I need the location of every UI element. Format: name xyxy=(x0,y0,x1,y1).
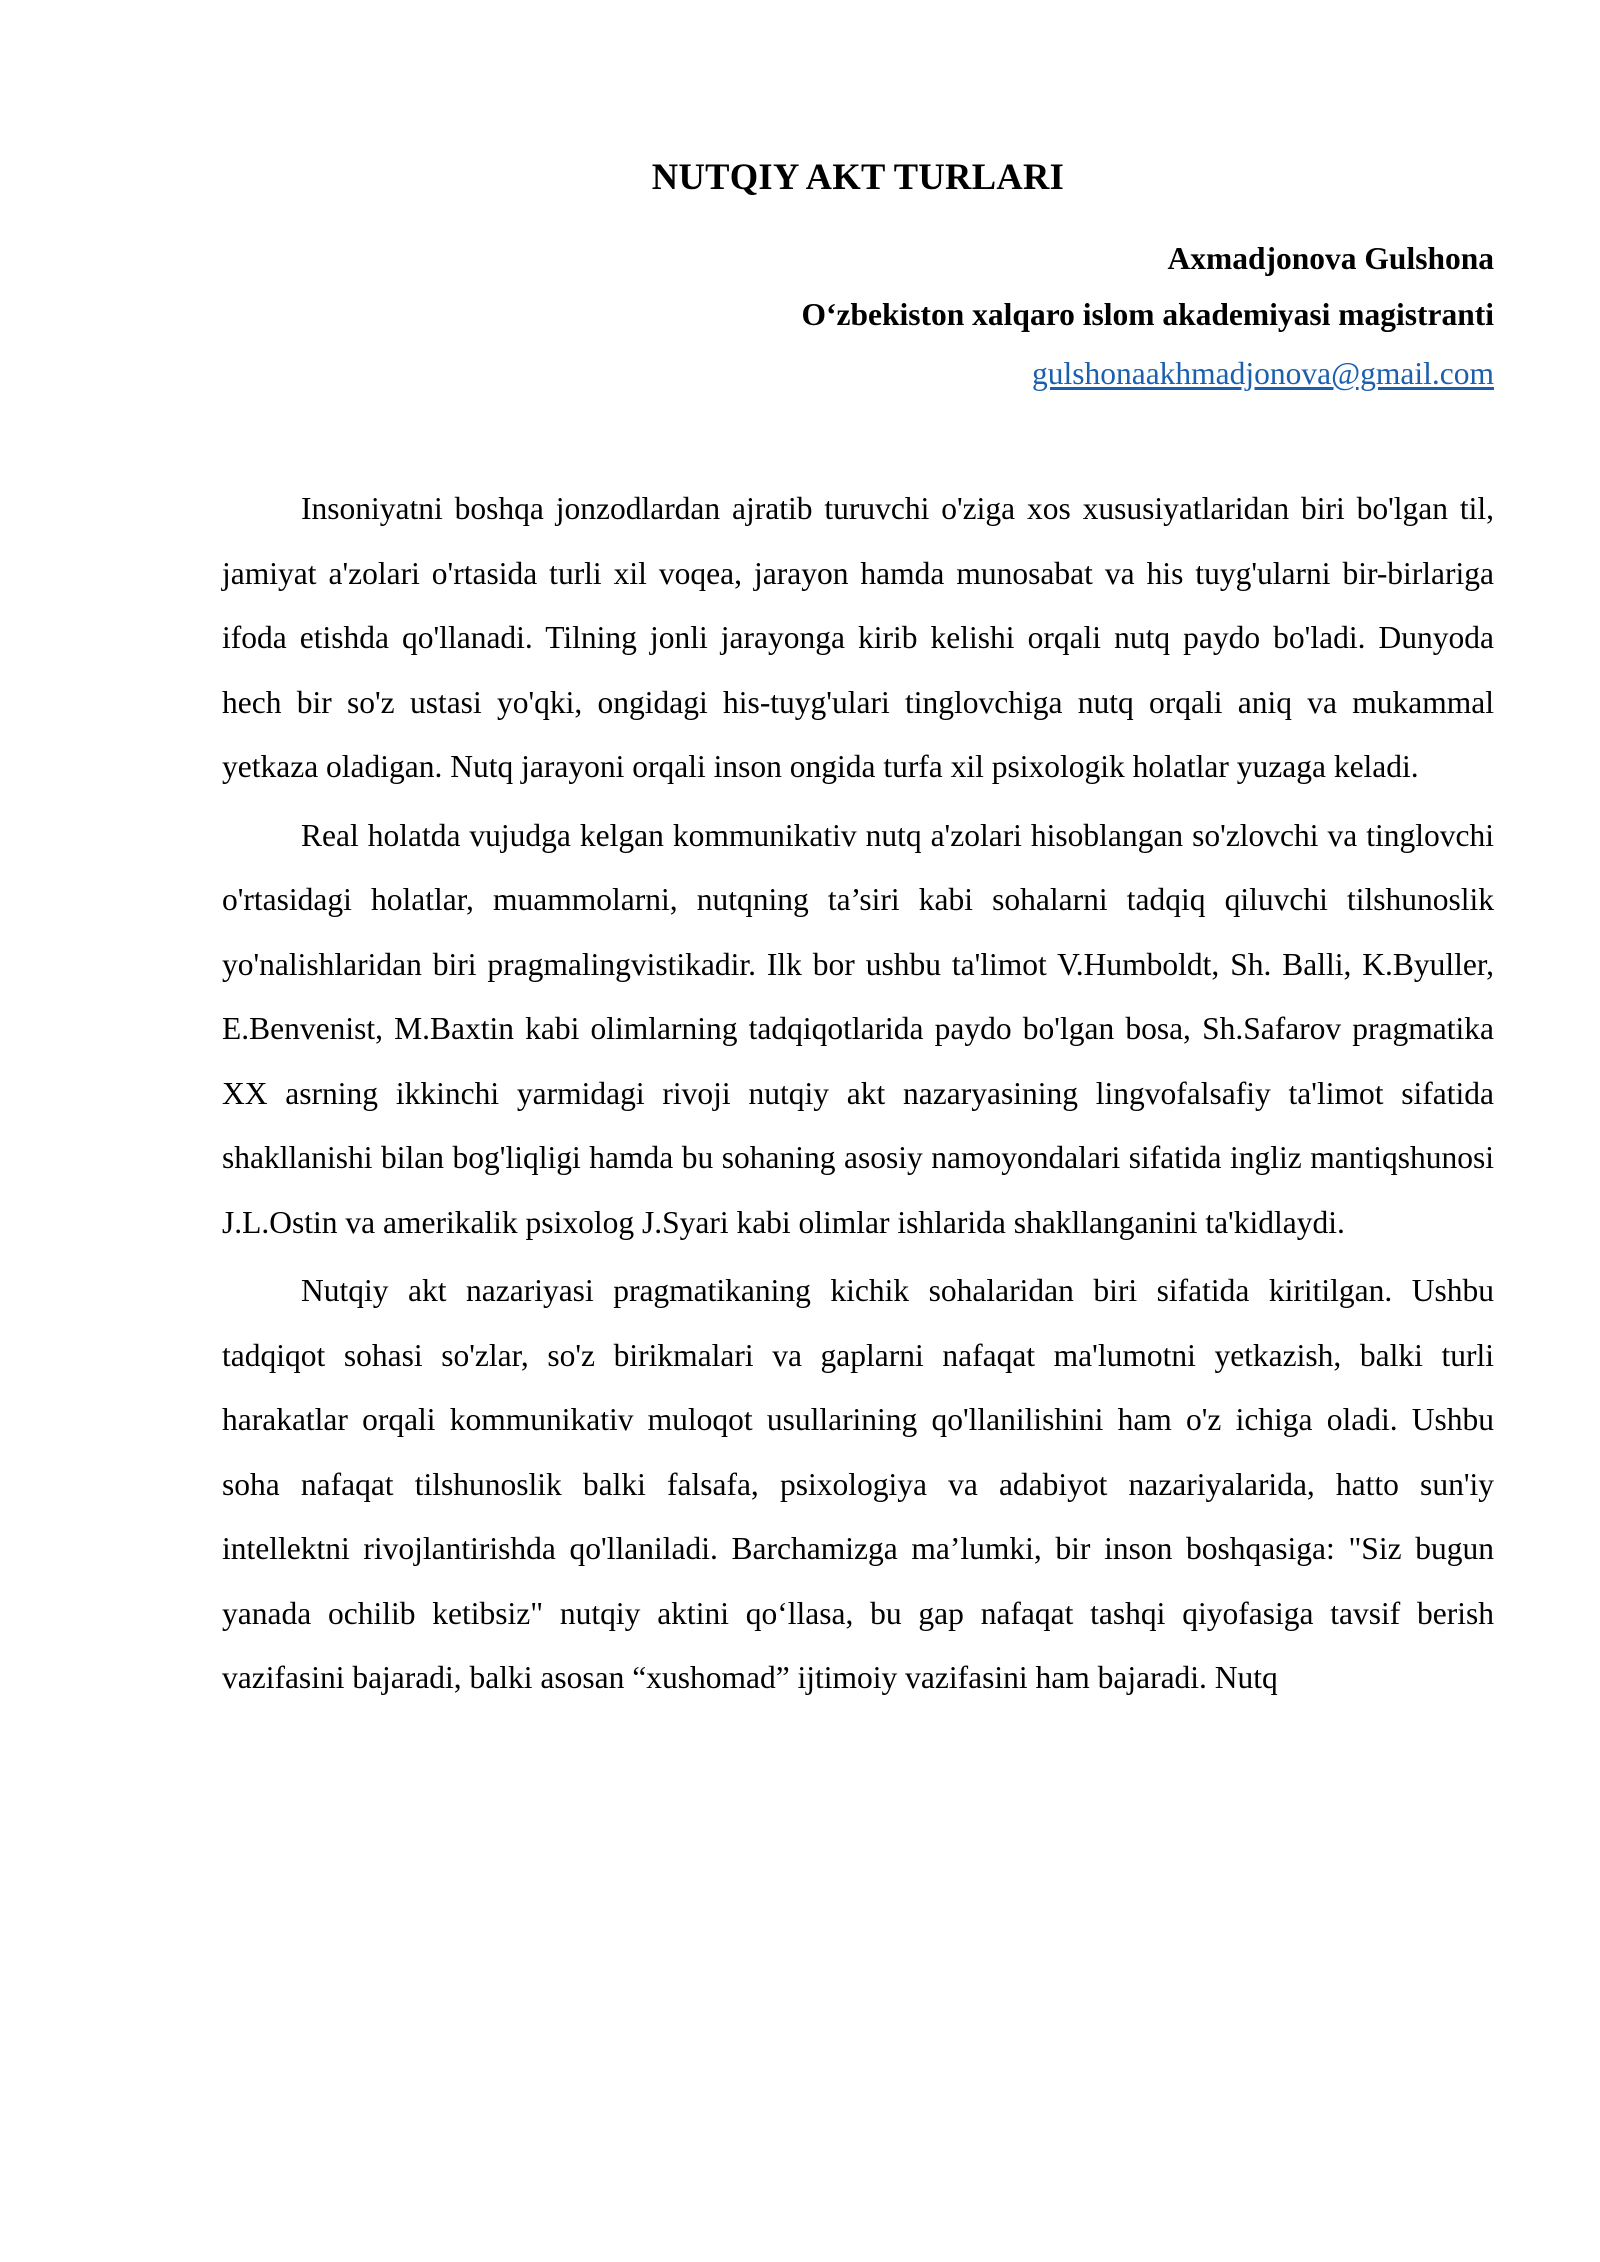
author-affiliation: O‘zbekiston xalqaro islom akademiyasi magistranti xyxy=(801,297,1494,333)
page-content xyxy=(222,0,1494,1715)
paragraph: Real holatda vujudga kelgan kommunikativ nutq a'zolari hisoblangan so'zlovchi va tinglovchi o'rtasidagi holatlar, muammolarni, nutqning ta’siri kabi sohalarni tadqiq qiluvchi tilshunoslik yo'nalishlaridan biri pragmalingvistikadir. Ilk bor ushbu ta'limot V.Humboldt, Sh. Balli, K.Byuller, E.Benvenist, M.Baxtin kabi olimlarning tadqiqotlarida paydo bo'lgan bosa, Sh.Safarov pragmatika XX asrning ikkinchi yarmidagi rivoji nutqiy akt nazaryasining lingvofalsafiy ta'limot sifatida shakllanishi bilan bog'liqligi hamda bu sohaning asosiy namoyondalari sifatida ingliz mantiqshunosi J.L.Ostin va amerikalik psixolog J.Syari kabi olimlar ishlarida shakllanganini ta'kidlaydi. xyxy=(222,817,1494,1240)
author-email-link[interactable]: gulshonaakhmadjonova@gmail.com xyxy=(1031,355,1494,391)
paragraph: Nutqiy akt nazariyasi pragmatikaning kichik sohalaridan biri sifatida kiritilgan. Ushbu tadqiqot sohasi so'zlar, so'z birikmalari va gaplarni nafaqat ma'lumotni yetkazish, balki turli harakatlar orqali kommunikativ muloqot usullarining qo'llanilishini ham o'z ichiga oladi. Ushbu soha nafaqat tilshunoslik balki falsafa, psixologiya va adabiyot nazariyalarida, hatto sun'iy intellektni rivojlantirishda qo'llaniladi. Barchamizga ma’lumki, bir inson boshqasiga: "Siz bugun yanada ochilib ketibsiz" nutqiy aktini qo‘llasa, bu gap nafaqat tashqi qiyofasiga tavsif berish vazifasini bajaradi, balki asosan “xushomad” ijtimoiy vazifasini ham bajaradi. Nutq xyxy=(222,1273,1494,1696)
author-name: Axmadjonova Gulshona xyxy=(1167,240,1494,276)
author-block xyxy=(222,240,1494,391)
page-title: NUTQIY AKT TURLARI xyxy=(651,156,1065,197)
paragraph: Insoniyatni boshqa jonzodlardan ajratib turuvchi o'ziga xos xususiyatlaridan biri bo'lgan til, jamiyat a'zolari o'rtasida turli xil voqea, jarayon hamda munosabat va his tuyg'ularni bir-birlariga ifoda etishda qo'llanadi. Tilning jonli jarayonga kirib kelishi orqali nutq paydo bo'ladi. Dunyoda hech bir so'z ustasi yo'qki, ongidagi his-tuyg'ulari tinglovchiga nutq orqali aniq va mukammal yetkaza oladigan. Nutq jarayoni orqali inson ongida turfa xil psixologik holatlar yuzaga keladi. xyxy=(222,491,1494,785)
author-email-line xyxy=(222,355,1494,391)
body-text xyxy=(222,477,1494,1711)
